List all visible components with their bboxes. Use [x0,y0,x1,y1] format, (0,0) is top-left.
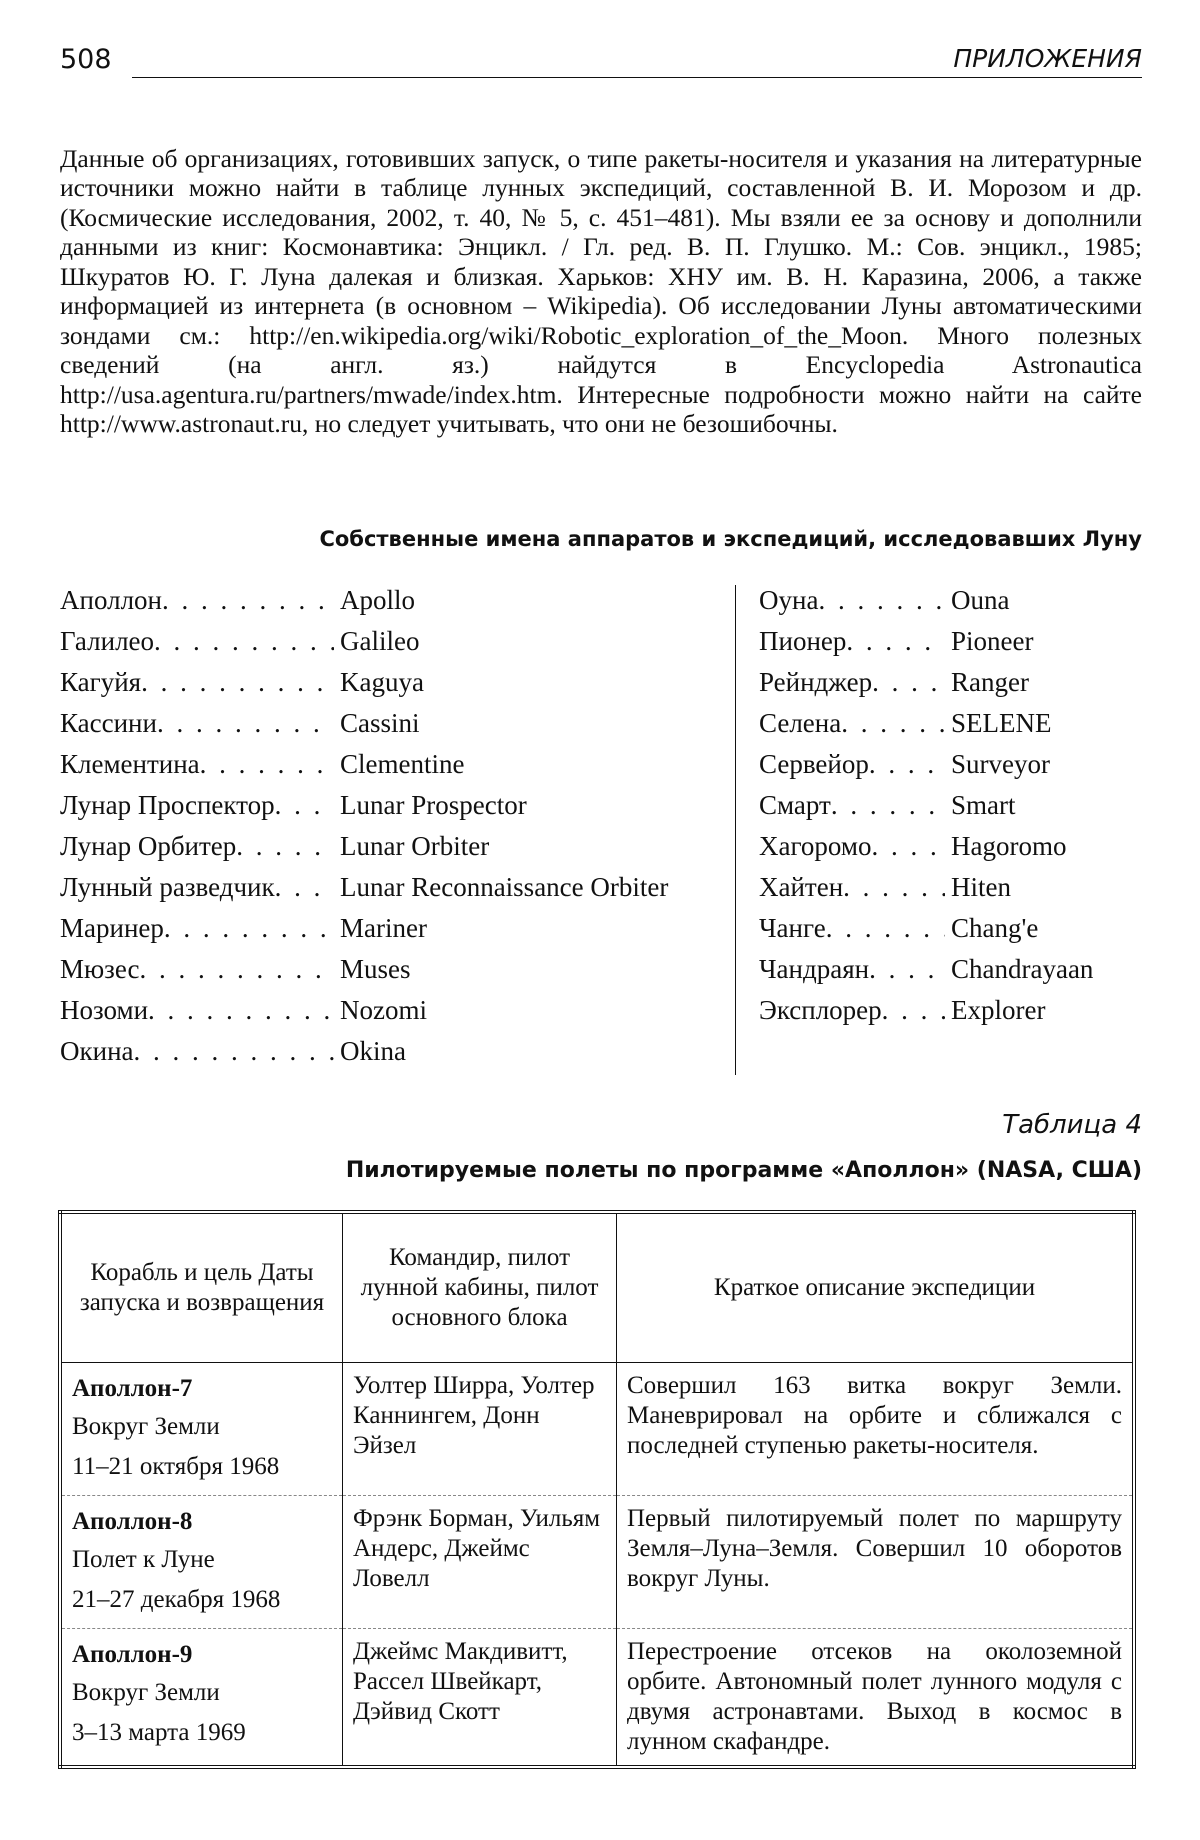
leader-dots [869,954,945,985]
table-label: Таблица 4 [1002,1110,1142,1140]
name-row [60,1036,725,1077]
name-en: SELENE [951,708,1052,738]
table-row [60,1496,1134,1629]
ship-cell [60,1496,343,1629]
crew-cell: Джеймс Макдивитт, Рассел Швейкарт, Дэйвид Скотт [343,1629,617,1768]
leader-dots [148,995,334,1026]
leader-dots [162,585,334,616]
ship-goal: Вокруг Земли [72,1413,220,1440]
name-row [60,954,725,995]
name-en: Chang'e [951,913,1039,943]
leader-dots [164,913,334,944]
header-crew: Командир, пилот лунной кабины, пилот основного блока [343,1212,617,1363]
name-en: Lunar Orbiter [340,831,490,861]
leader-dots [846,626,945,657]
name-row [60,790,725,831]
name-row [60,749,725,790]
leader-dots [871,831,945,862]
name-en: Hiten [951,872,1011,902]
name-ru: Мюзес [60,954,140,984]
ship-goal: Вокруг Земли [72,1679,220,1706]
page-number: 508 [60,44,112,75]
name-ru: Кассини [60,708,157,738]
leader-dots [141,667,334,698]
leader-dots [831,790,945,821]
name-en: Mariner [340,913,427,943]
name-en: Galileo [340,626,420,656]
name-row [60,872,725,913]
name-ru: Лунар Проспектор [60,790,275,820]
name-row [60,708,725,749]
name-row [60,995,725,1036]
name-row [759,831,1142,872]
name-ru: Окина [60,1036,134,1066]
name-en: Surveyor [951,749,1050,779]
name-ru: Аполлон [60,585,162,615]
leader-dots [882,995,945,1026]
name-row [60,913,725,954]
leader-dots [275,790,334,821]
description-cell: Первый пилотируемый полет по маршруту Земля–Луна–Земля. Совершил 10 оборотов вокруг Луны. [617,1496,1135,1629]
name-en: Chandrayaan [951,954,1094,984]
leader-dots [139,954,334,985]
name-ru: Селена [759,708,842,738]
intro-paragraph: Данные об организациях, готовивших запуск, о типе ракеты-носителя и указания на литературные источники можно найти в таблице лунных экспедиций, составленной В. И. Морозом и др. (Космические исследования, 2002, т. 40, № 5, с. 451–481). Мы взяли ее за основу и дополнили данными из книг: Космонавтика: Энцикл. / Гл. ред. В. П. Глушко. М.: Сов. энцикл., 1985; Шкуратов Ю. Г. Луна далекая и близкая. Харьков: ХНУ им. В. Н. Каразина, 2006, а также информацией из интернета (в основном – Wikipedia). Об исследовании Луны автоматическими зондами см.: http://en.wikipedia.org/wiki/Robotic_exploration_of_the_Moon. Много полезных сведений (на англ. яз.) найдутся в Encyclopedia Astronautica http://usa.agentura.ru/partners/mwade/index.htm. Интересные подробности можно найти на сайте http://www.astronaut.ru, но следует учитывать, что они не безошибочны. [60,143,1142,438]
leader-dots [869,749,945,780]
ship-name: Аполлон-7 [72,1375,193,1402]
name-ru: Маринер [60,913,164,943]
ship-dates: 11–21 октября 1968 [72,1453,280,1480]
ship-dates: 3–13 марта 1969 [72,1719,246,1746]
crew-cell: Фрэнк Борман, Уильям Андерс, Джеймс Ловелл [343,1496,617,1629]
leader-dots [236,831,334,862]
name-ru: Сервейор [759,749,869,779]
running-title: ПРИЛОЖЕНИЯ [953,44,1142,73]
table-title: Пилотируемые полеты по программе «Аполлон» (NASA, США) [345,1158,1142,1183]
name-en: Explorer [951,995,1046,1025]
name-row [759,626,1142,667]
name-en: Ouna [951,585,1010,615]
ship-cell [60,1363,343,1496]
name-row [759,585,1142,626]
name-row [759,872,1142,913]
name-en: Lunar Prospector [340,790,527,820]
leader-dots [841,708,945,739]
column-divider [735,585,736,1075]
name-row [60,585,725,626]
name-en: Okina [340,1036,406,1066]
page-header [60,44,1142,84]
name-row [759,954,1142,995]
ship-dates: 21–27 декабря 1968 [72,1586,281,1613]
crew-cell: Уолтер Ширра, Уолтер Каннингем, Донн Эйзел [343,1363,617,1496]
name-ru: Галилео [60,626,155,656]
header-ship: Корабль и цель Даты запуска и возвращения [60,1212,343,1363]
name-ru: Нозоми [60,995,149,1025]
name-en: Apollo [340,585,416,615]
name-ru: Хагоромо [759,831,872,861]
description-cell: Перестроение отсеков на околоземной орбите. Автономный полет лунного модуля с двумя астронавтами. Выход в космос в лунном скафандре. [617,1629,1135,1768]
ship-cell [60,1629,343,1768]
name-ru: Чанге [759,913,826,943]
apollo-table [58,1210,1136,1769]
name-en: Smart [951,790,1016,820]
names-column-left [60,585,725,1077]
name-ru: Кагуйя [60,667,142,697]
name-row [60,667,725,708]
table-row [60,1629,1134,1768]
description-cell: Совершил 163 витка вокруг Земли. Маневрировал на орбите и сближался с последней ступенью ракеты-носителя. [617,1363,1135,1496]
name-ru: Рейнджер [759,667,873,697]
name-ru: Клементина [60,749,200,779]
name-ru: Чандраян [759,954,870,984]
header-description: Краткое описание экспедиции [617,1212,1135,1363]
header-rule [132,77,1142,78]
name-ru: Хайтен [759,872,844,902]
name-row [60,626,725,667]
name-row [759,790,1142,831]
name-ru: Пионер [759,626,847,656]
name-ru: Эксплорер [759,995,882,1025]
name-en: Muses [340,954,411,984]
leader-dots [843,872,945,903]
name-en: Kaguya [340,667,424,697]
table-header-row [60,1212,1134,1363]
name-ru: Оуна [759,585,819,615]
leader-dots [818,585,945,616]
leader-dots [872,667,945,698]
leader-dots [134,1036,335,1067]
ship-goal: Полет к Луне [72,1546,215,1573]
name-row [759,995,1142,1036]
table-row [60,1363,1134,1496]
name-row [759,708,1142,749]
leader-dots [154,626,334,657]
name-row [759,667,1142,708]
leader-dots [826,913,945,944]
names-column-right [759,585,1142,1036]
name-en: Ranger [951,667,1029,697]
name-row [60,831,725,872]
name-en: Cassini [340,708,420,738]
leader-dots [157,708,334,739]
leader-dots [275,872,334,903]
names-heading: Собственные имена аппаратов и экспедиций, исследовавших Луну [319,527,1142,551]
name-ru: Лунар Орбитер [60,831,237,861]
ship-name: Аполлон-9 [72,1641,193,1668]
name-ru: Лунный разведчик [60,872,275,902]
name-row [759,749,1142,790]
name-en: Nozomi [340,995,427,1025]
name-ru: Смарт [759,790,831,820]
name-en: Lunar Reconnaissance Orbiter [340,872,669,902]
name-en: Pioneer [951,626,1034,656]
ship-name: Аполлон-8 [72,1508,193,1535]
name-en: Hagoromo [951,831,1067,861]
leader-dots [200,749,334,780]
name-en: Clementine [340,749,465,779]
name-row [759,913,1142,954]
